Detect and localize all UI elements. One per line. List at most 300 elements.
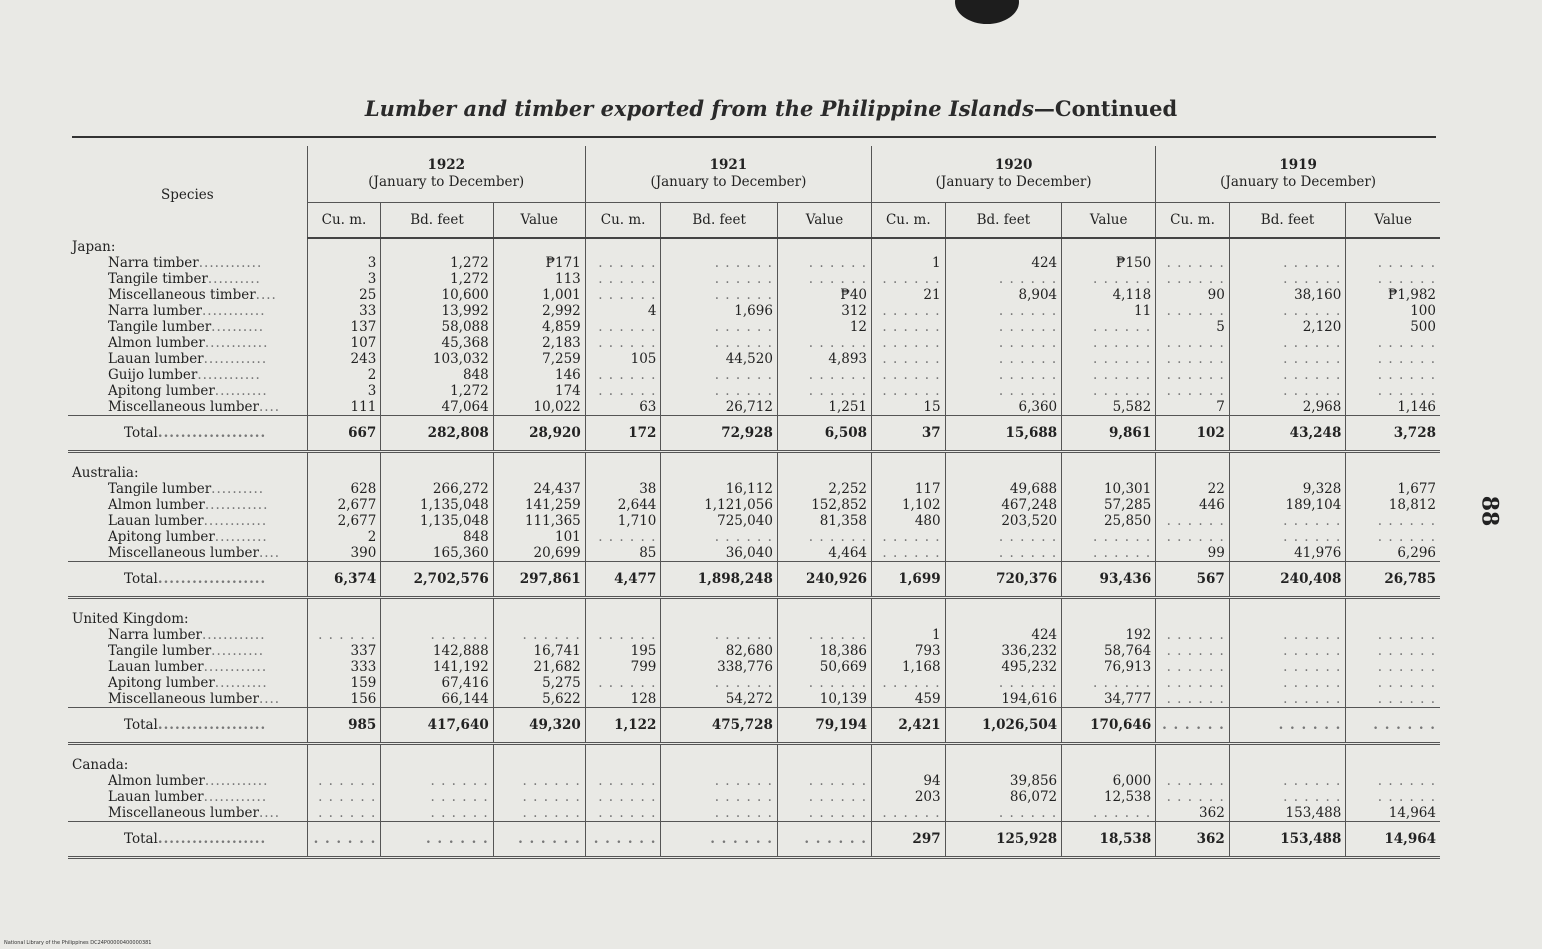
data-cell: . . . . . .	[1156, 513, 1230, 529]
data-cell: 67,416	[381, 675, 493, 691]
column-header: Bd. feet	[1229, 203, 1346, 239]
data-cell	[945, 757, 1062, 773]
data-cell: . . . . . .	[661, 789, 778, 805]
data-cell: 153,488	[1229, 822, 1346, 858]
data-cell	[585, 238, 661, 255]
data-cell: 172	[585, 416, 661, 452]
table-row	[68, 255, 1440, 271]
table-row	[68, 805, 1440, 822]
data-cell: 1,272	[381, 383, 493, 399]
data-cell: 282,808	[381, 416, 493, 452]
data-cell: . . . . . .	[1229, 627, 1346, 643]
leader-dots: ............	[198, 255, 263, 271]
row-label	[68, 335, 307, 351]
data-cell: 1,696	[661, 303, 778, 319]
data-cell: 18,812	[1346, 497, 1440, 513]
leader-dots: ............	[203, 789, 268, 805]
row-label	[68, 287, 307, 303]
data-cell: . . . . . .	[1156, 691, 1230, 708]
data-cell: 81,358	[777, 513, 871, 529]
row-label-text: Australia:	[72, 465, 139, 481]
data-cell: 14,964	[1346, 805, 1440, 822]
leader-dots: ....	[258, 805, 281, 821]
data-cell: 2,677	[307, 497, 381, 513]
data-cell: 33	[307, 303, 381, 319]
data-cell: . . . . . .	[585, 627, 661, 643]
table-row	[68, 287, 1440, 303]
data-cell: 2,252	[777, 481, 871, 497]
data-cell: 10,600	[381, 287, 493, 303]
data-cell: 1,699	[872, 562, 946, 598]
data-cell: . . . . . .	[777, 529, 871, 545]
data-cell: . . . . . .	[307, 822, 381, 858]
data-cell: . . . . . .	[1346, 351, 1440, 367]
data-cell: 12,538	[1062, 789, 1156, 805]
data-cell: 3,728	[1346, 416, 1440, 452]
row-label	[68, 691, 307, 708]
data-cell: . . . . . .	[1229, 335, 1346, 351]
data-cell: . . . . . .	[1062, 367, 1156, 383]
data-cell: 7,259	[493, 351, 585, 367]
data-cell: 38	[585, 481, 661, 497]
data-cell: 297	[872, 822, 946, 858]
data-cell: 195	[585, 643, 661, 659]
data-cell: 152,852	[777, 497, 871, 513]
data-cell: 93,436	[1062, 562, 1156, 598]
table-row	[68, 335, 1440, 351]
data-cell: . . . . . .	[1062, 529, 1156, 545]
data-cell: 266,272	[381, 481, 493, 497]
row-label-text: Miscellaneous lumber	[108, 399, 259, 415]
data-cell: 105	[585, 351, 661, 367]
data-cell: 15	[872, 399, 946, 416]
data-cell: . . . . . .	[1346, 271, 1440, 287]
data-cell: 12	[777, 319, 871, 335]
leader-dots: ..........	[214, 675, 268, 691]
data-cell: . . . . . .	[777, 367, 871, 383]
table-row	[68, 659, 1440, 675]
data-cell: . . . . . .	[585, 805, 661, 822]
data-cell: 82,680	[661, 643, 778, 659]
data-cell: . . . . . .	[1156, 529, 1230, 545]
data-cell: . . . . . .	[872, 805, 946, 822]
data-cell	[307, 465, 381, 481]
data-cell: 102	[1156, 416, 1230, 452]
data-cell: 725,040	[661, 513, 778, 529]
table-row	[68, 545, 1440, 562]
data-cell: . . . . . .	[777, 335, 871, 351]
row-label	[68, 529, 307, 545]
data-cell: 1,272	[381, 271, 493, 287]
ink-blot	[955, 0, 1019, 24]
data-cell: ₱40	[777, 287, 871, 303]
data-cell: . . . . . .	[661, 287, 778, 303]
data-cell	[381, 238, 493, 255]
country-row	[68, 757, 1440, 773]
year-header-1919: 1919 (January to December)	[1156, 146, 1440, 203]
row-label	[68, 757, 307, 773]
data-cell: . . . . . .	[872, 335, 946, 351]
data-cell: . . . . . .	[1229, 659, 1346, 675]
row-label-text: Tangile lumber	[108, 319, 212, 335]
row-label-text: Total	[124, 425, 158, 441]
data-cell: 500	[1346, 319, 1440, 335]
leader-dots: ............	[204, 773, 269, 789]
data-cell: . . . . . .	[1156, 351, 1230, 367]
data-cell: . . . . . .	[1062, 335, 1156, 351]
leader-dots: ..........	[214, 529, 268, 545]
row-label-text: Lauan lumber	[108, 789, 204, 805]
row-label	[68, 465, 307, 481]
data-cell: 107	[307, 335, 381, 351]
data-cell: . . . . . .	[1156, 659, 1230, 675]
data-cell: 424	[945, 255, 1062, 271]
data-cell: . . . . . .	[872, 545, 946, 562]
leader-dots: ....	[258, 691, 281, 707]
column-header: Value	[493, 203, 585, 239]
row-label-text: Apitong lumber	[108, 675, 215, 691]
page-number: 88	[1476, 495, 1503, 527]
data-cell: . . . . . .	[1346, 708, 1440, 744]
table-row	[68, 271, 1440, 287]
data-cell: 3	[307, 255, 381, 271]
row-label	[68, 303, 307, 319]
row-label	[68, 319, 307, 335]
leader-dots: ...................	[157, 571, 267, 587]
row-label-text: Guijo lumber	[108, 367, 198, 383]
species-header: Species	[161, 187, 214, 203]
data-cell: 1,122	[585, 708, 661, 744]
data-cell: . . . . . .	[661, 675, 778, 691]
row-label	[68, 789, 307, 805]
data-cell: . . . . . .	[872, 319, 946, 335]
table-row	[68, 351, 1440, 367]
data-cell: 20,699	[493, 545, 585, 562]
data-cell	[585, 465, 661, 481]
column-header: Cu. m.	[1156, 203, 1230, 239]
data-cell: . . . . . .	[945, 271, 1062, 287]
table-row	[68, 789, 1440, 805]
data-cell: ₱1,982	[1346, 287, 1440, 303]
data-cell: 86,072	[945, 789, 1062, 805]
data-cell: . . . . . .	[1229, 367, 1346, 383]
data-cell: 25,850	[1062, 513, 1156, 529]
data-cell	[945, 238, 1062, 255]
data-cell: 21,682	[493, 659, 585, 675]
data-cell: . . . . . .	[1346, 529, 1440, 545]
page-title	[0, 96, 1542, 121]
row-label-text: Miscellaneous lumber	[108, 545, 259, 561]
data-cell: 189,104	[1229, 497, 1346, 513]
data-cell: 667	[307, 416, 381, 452]
data-cell: 7	[1156, 399, 1230, 416]
data-cell	[585, 611, 661, 627]
data-cell: . . . . . .	[1156, 627, 1230, 643]
data-cell: 203	[872, 789, 946, 805]
data-cell: 4	[585, 303, 661, 319]
footer-note: National Library of the Philippines DC24P00000400000381	[4, 940, 152, 946]
row-label	[68, 562, 307, 598]
data-cell: . . . . . .	[1346, 367, 1440, 383]
data-cell: 22	[1156, 481, 1230, 497]
data-cell: 57,285	[1062, 497, 1156, 513]
data-cell: 44,520	[661, 351, 778, 367]
data-cell: 1,135,048	[381, 513, 493, 529]
data-cell	[945, 611, 1062, 627]
column-header: Value	[1346, 203, 1440, 239]
data-cell	[307, 757, 381, 773]
data-cell: 63	[585, 399, 661, 416]
data-cell	[1229, 465, 1346, 481]
data-cell: . . . . . .	[1346, 691, 1440, 708]
country-row	[68, 611, 1440, 627]
data-cell: 10,022	[493, 399, 585, 416]
data-cell	[872, 238, 946, 255]
data-cell: . . . . . .	[1346, 643, 1440, 659]
data-cell: 41,976	[1229, 545, 1346, 562]
data-cell: . . . . . .	[661, 822, 778, 858]
row-label-text: Narra lumber	[108, 303, 203, 319]
data-cell	[1346, 757, 1440, 773]
data-cell: . . . . . .	[585, 383, 661, 399]
data-cell: . . . . . .	[945, 303, 1062, 319]
data-cell: 14,964	[1346, 822, 1440, 858]
data-cell: 297,861	[493, 562, 585, 598]
data-cell: 49,320	[493, 708, 585, 744]
data-cell: . . . . . .	[585, 529, 661, 545]
row-label	[68, 627, 307, 643]
data-cell	[493, 611, 585, 627]
data-cell: . . . . . .	[1156, 367, 1230, 383]
data-cell: 2,702,576	[381, 562, 493, 598]
data-cell: 1,677	[1346, 481, 1440, 497]
table-row	[68, 497, 1440, 513]
data-cell: 337	[307, 643, 381, 659]
data-cell: 720,376	[945, 562, 1062, 598]
data-cell: 90	[1156, 287, 1230, 303]
data-cell: 475,728	[661, 708, 778, 744]
data-cell: . . . . . .	[1156, 708, 1230, 744]
data-cell	[661, 757, 778, 773]
data-cell: 1,121,056	[661, 497, 778, 513]
data-cell: . . . . . .	[1156, 271, 1230, 287]
data-cell: . . . . . .	[661, 335, 778, 351]
data-cell: . . . . . .	[1229, 271, 1346, 287]
data-cell: 4,477	[585, 562, 661, 598]
data-cell: 1,251	[777, 399, 871, 416]
row-label	[68, 481, 307, 497]
row-label	[68, 255, 307, 271]
data-cell: . . . . . .	[585, 367, 661, 383]
data-cell: 85	[585, 545, 661, 562]
spacer-row	[68, 452, 1440, 466]
data-cell: 142,888	[381, 643, 493, 659]
data-cell: . . . . . .	[1062, 805, 1156, 822]
data-cell: . . . . . .	[872, 675, 946, 691]
data-cell: 45,368	[381, 335, 493, 351]
data-cell: 446	[1156, 497, 1230, 513]
data-cell: 1,272	[381, 255, 493, 271]
data-cell: 417,640	[381, 708, 493, 744]
data-cell: . . . . . .	[1062, 271, 1156, 287]
row-label	[68, 383, 307, 399]
leader-dots: ..........	[211, 643, 265, 659]
data-cell: 1,135,048	[381, 497, 493, 513]
row-label-text: Almon lumber	[108, 497, 205, 513]
year-header-1922: 1922 (January to December)	[307, 146, 585, 203]
data-cell: . . . . . .	[777, 789, 871, 805]
data-cell: 10,301	[1062, 481, 1156, 497]
row-label-text: Miscellaneous timber	[108, 287, 256, 303]
table-row	[68, 303, 1440, 319]
country-row	[68, 238, 1440, 255]
data-cell: 6,296	[1346, 545, 1440, 562]
data-cell: 1,026,504	[945, 708, 1062, 744]
data-cell: . . . . . .	[493, 627, 585, 643]
data-cell: 1,898,248	[661, 562, 778, 598]
data-cell: 362	[1156, 805, 1230, 822]
data-cell: . . . . . .	[777, 627, 871, 643]
row-label-text: Apitong lumber	[108, 383, 215, 399]
data-cell: 79,194	[777, 708, 871, 744]
data-cell	[1156, 757, 1230, 773]
data-cell: . . . . . .	[1229, 513, 1346, 529]
data-cell: 13,992	[381, 303, 493, 319]
data-cell	[1156, 465, 1230, 481]
data-cell: . . . . . .	[661, 383, 778, 399]
data-cell: 100	[1346, 303, 1440, 319]
data-cell: . . . . . .	[872, 383, 946, 399]
data-cell: 2,968	[1229, 399, 1346, 416]
data-cell: . . . . . .	[777, 271, 871, 287]
data-cell	[1062, 238, 1156, 255]
data-cell: 848	[381, 529, 493, 545]
data-cell: 390	[307, 545, 381, 562]
row-label	[68, 351, 307, 367]
data-cell	[1346, 465, 1440, 481]
data-cell: . . . . . .	[585, 255, 661, 271]
data-cell: 2,421	[872, 708, 946, 744]
data-cell: 101	[493, 529, 585, 545]
data-cell: . . . . . .	[661, 627, 778, 643]
data-cell: ₱150	[1062, 255, 1156, 271]
data-cell	[381, 465, 493, 481]
data-cell: 336,232	[945, 643, 1062, 659]
data-cell: 628	[307, 481, 381, 497]
column-header: Bd. feet	[661, 203, 778, 239]
data-cell: . . . . . .	[777, 255, 871, 271]
total-row	[68, 416, 1440, 452]
leader-dots: ............	[203, 659, 268, 675]
data-cell: . . . . . .	[1229, 255, 1346, 271]
data-cell: . . . . . .	[585, 271, 661, 287]
data-cell: 2,992	[493, 303, 585, 319]
data-cell: . . . . . .	[381, 805, 493, 822]
data-cell: 2,644	[585, 497, 661, 513]
row-label-text: Lauan lumber	[108, 351, 204, 367]
data-cell: 1	[872, 627, 946, 643]
data-cell: . . . . . .	[872, 529, 946, 545]
data-cell: . . . . . .	[945, 319, 1062, 335]
row-label-text: Narra timber	[108, 255, 199, 271]
data-cell: 848	[381, 367, 493, 383]
row-label-text: Tangile lumber	[108, 643, 212, 659]
data-cell: 985	[307, 708, 381, 744]
data-cell: 16,112	[661, 481, 778, 497]
data-cell: . . . . . .	[945, 335, 1062, 351]
data-cell: . . . . . .	[1156, 643, 1230, 659]
data-cell: . . . . . .	[777, 383, 871, 399]
data-cell: . . . . . .	[585, 789, 661, 805]
row-label	[68, 513, 307, 529]
data-cell: . . . . . .	[585, 675, 661, 691]
data-cell: 243	[307, 351, 381, 367]
data-cell	[872, 465, 946, 481]
title-text: Lumber and timber exported from the Philippine Islands	[364, 96, 1034, 121]
total-row	[68, 562, 1440, 598]
data-cell: . . . . . .	[945, 675, 1062, 691]
data-cell: 312	[777, 303, 871, 319]
data-cell: . . . . . .	[1229, 529, 1346, 545]
data-cell: 459	[872, 691, 946, 708]
data-cell	[585, 757, 661, 773]
data-cell	[945, 465, 1062, 481]
total-row	[68, 822, 1440, 858]
data-cell: . . . . . .	[945, 805, 1062, 822]
data-cell: 54,272	[661, 691, 778, 708]
data-cell: . . . . . .	[872, 303, 946, 319]
data-cell: . . . . . .	[1156, 383, 1230, 399]
data-cell: . . . . . .	[1346, 675, 1440, 691]
row-label-text: Total	[124, 831, 158, 847]
data-cell	[777, 757, 871, 773]
data-cell: . . . . . .	[1156, 773, 1230, 789]
data-cell: ₱171	[493, 255, 585, 271]
data-cell: . . . . . .	[945, 545, 1062, 562]
data-cell: 117	[872, 481, 946, 497]
leader-dots: ...................	[157, 717, 267, 733]
data-cell: 9,328	[1229, 481, 1346, 497]
data-cell: 1,168	[872, 659, 946, 675]
data-cell: 793	[872, 643, 946, 659]
data-cell: . . . . . .	[945, 351, 1062, 367]
data-cell: 2,183	[493, 335, 585, 351]
data-cell: 125,928	[945, 822, 1062, 858]
data-cell: . . . . . .	[661, 805, 778, 822]
column-header: Cu. m.	[872, 203, 946, 239]
data-cell: . . . . . .	[1156, 255, 1230, 271]
data-cell: . . . . . .	[777, 822, 871, 858]
column-header: Value	[777, 203, 871, 239]
data-cell: . . . . . .	[1062, 351, 1156, 367]
data-cell: 34,777	[1062, 691, 1156, 708]
row-label	[68, 822, 307, 858]
data-cell: . . . . . .	[1229, 691, 1346, 708]
table-row	[68, 367, 1440, 383]
data-cell: 4,464	[777, 545, 871, 562]
data-cell: 16,741	[493, 643, 585, 659]
data-cell: 165,360	[381, 545, 493, 562]
data-cell: . . . . . .	[1156, 303, 1230, 319]
data-cell: 25	[307, 287, 381, 303]
row-label-text: Tangile timber	[108, 271, 208, 287]
top-rule	[72, 136, 1436, 138]
data-cell	[1062, 465, 1156, 481]
row-label	[68, 708, 307, 744]
data-cell: 170,646	[1062, 708, 1156, 744]
data-cell	[661, 611, 778, 627]
leader-dots: ...................	[157, 425, 267, 441]
